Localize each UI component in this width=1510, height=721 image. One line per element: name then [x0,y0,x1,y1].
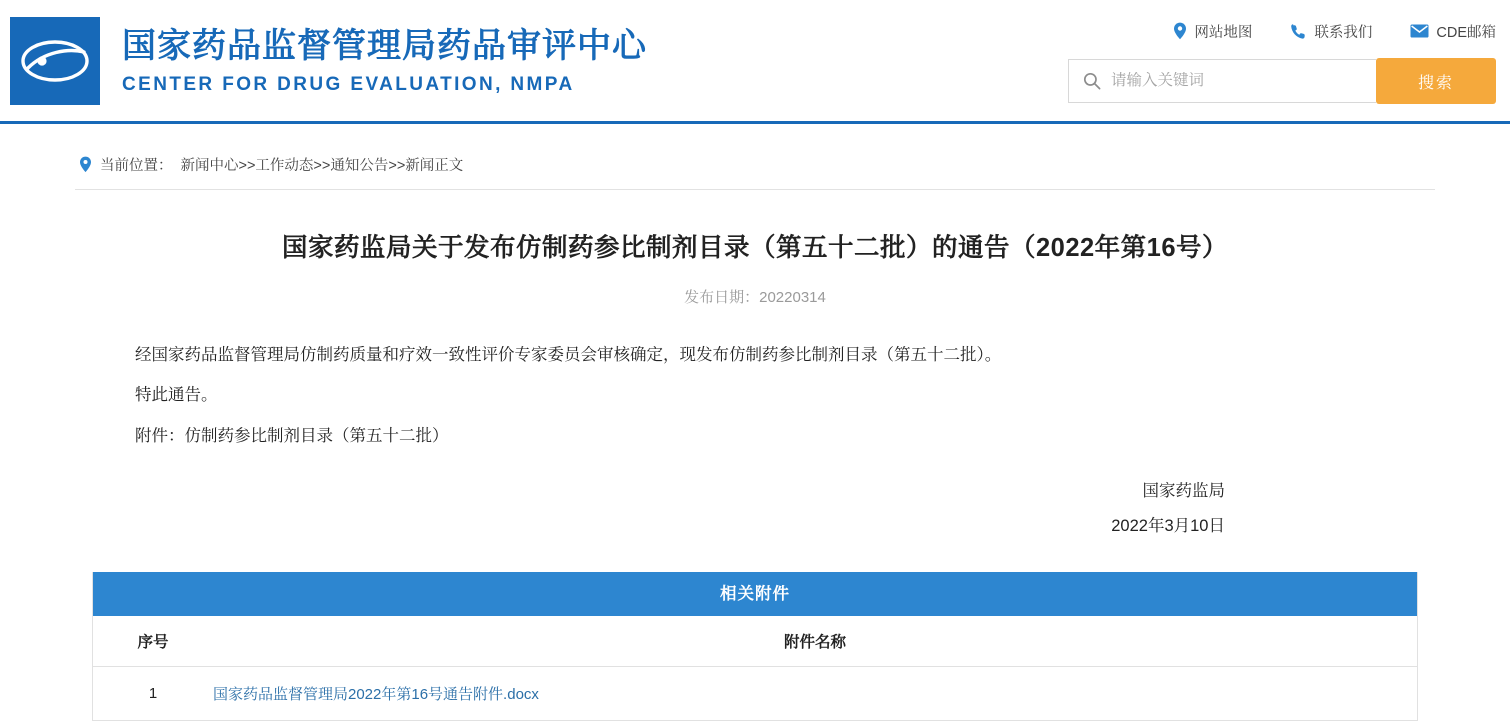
phone-icon [1290,23,1307,40]
article-paragraph: 特此通告。 [135,386,218,405]
breadcrumb-path[interactable]: 新闻中心>>工作动态>>通知公告>>新闻正文 [180,158,464,174]
search-row [1026,58,1496,104]
site-title-en: CENTER FOR DRUG EVALUATION, NMPA [122,73,575,95]
publish-date-value: 20220314 [759,289,826,306]
publish-date-label: 发布日期： [684,289,760,306]
page-title: 国家药监局关于发布仿制药参比制剂目录（第五十二批）的通告（2022年第16号） [281,234,1229,262]
article-body [95,307,1415,456]
site-header [0,0,1510,124]
cell-name [213,666,1417,720]
cell-index: 1 [148,684,158,702]
search-icon [1083,72,1101,90]
attachments-title: 相关附件 [93,572,1417,616]
top-link-contact[interactable] [1290,21,1372,42]
top-link-contact-label: 联系我们 [1314,24,1373,41]
publish-date [95,264,1415,307]
location-pin-icon [79,156,92,173]
breadcrumb-wrap [75,124,1435,190]
signature-org: 国家药监局 [1142,482,1225,501]
mail-icon [1410,24,1429,38]
location-pin-icon [1173,22,1187,40]
table-row [93,666,1417,720]
site-title-block [122,25,647,96]
article-paragraph: 经国家药品监督管理局仿制药质量和疗效一致性评价专家委员会审核确定，现发布仿制药参比制剂目录（第五十二批）。 [135,346,1002,364]
top-link-mail[interactable] [1410,21,1496,42]
cde-oval-logo-icon [18,34,92,88]
attachments-panel [92,572,1418,721]
search-box[interactable] [1068,59,1376,103]
top-link-mail-label: CDE邮箱 [1436,24,1496,41]
breadcrumb [75,154,1435,190]
attachment-link[interactable]: 国家药品监督管理局2022年第16号通告附件.docx [213,685,539,703]
column-header-name: 附件名称 [213,616,1417,667]
article [95,190,1415,544]
table-header-row [93,616,1417,667]
column-header-index: 序号 [93,616,213,667]
top-link-sitemap[interactable] [1173,21,1252,42]
site-logo[interactable] [10,17,100,105]
breadcrumb-label: 当前位置： [100,158,173,174]
article-signature [95,474,1415,543]
top-links [1026,0,1496,46]
search-input[interactable] [1111,72,1341,90]
attachments-table [93,616,1417,720]
top-link-sitemap-label: 网站地图 [1194,24,1253,41]
article-paragraph: 附件：仿制药参比制剂目录（第五十二批） [135,426,449,445]
search-button[interactable]: 搜索 [1376,58,1496,104]
site-title-cn: 国家药品监督管理局药品审评中心 [122,27,647,66]
signature-date: 2022年3月10日 [1111,516,1225,535]
header-right [1026,0,1496,124]
